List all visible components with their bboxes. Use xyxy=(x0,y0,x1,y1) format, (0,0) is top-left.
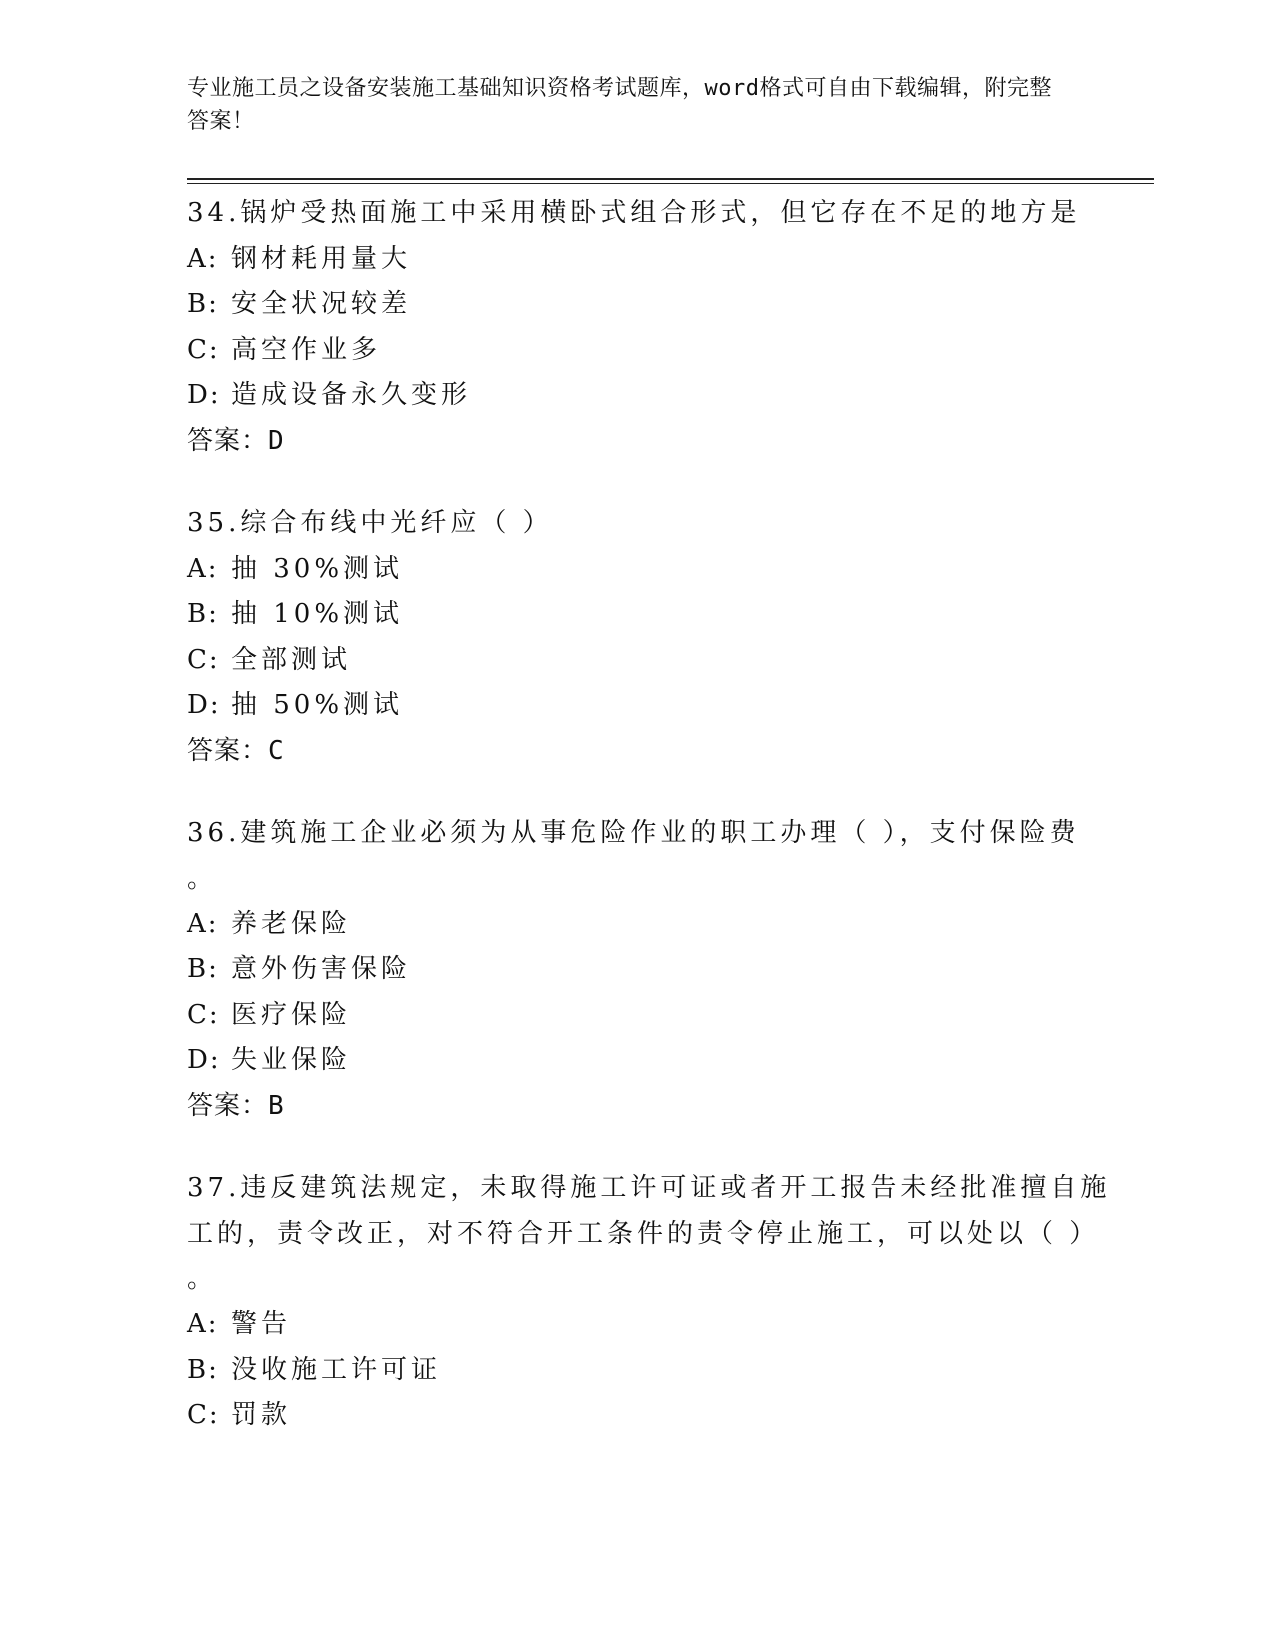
question-block xyxy=(187,1166,1111,1439)
question-stem-line: 。 xyxy=(187,863,218,894)
option-text: 罚款 xyxy=(231,1400,292,1430)
option-letter: C: xyxy=(187,334,220,365)
option-row xyxy=(187,638,1087,684)
option-text: 没收施工许可证 xyxy=(231,1354,442,1385)
option-row xyxy=(187,1348,1087,1394)
answer-line xyxy=(187,419,1087,465)
option-letter: A: xyxy=(187,908,219,939)
option-row xyxy=(187,993,1087,1039)
option-letter: B: xyxy=(187,1354,219,1385)
option-letter: A: xyxy=(187,553,219,584)
question-stem-line: 35.综合布线中光纤应（ ） xyxy=(187,508,553,538)
option-text: 安全状况较差 xyxy=(231,289,412,319)
option-text: 警告 xyxy=(231,1309,292,1339)
option-letter: B: xyxy=(187,289,219,319)
option-letter: B: xyxy=(187,954,219,984)
option-text: 抽 30%测试 xyxy=(231,553,404,584)
option-row xyxy=(187,902,1087,948)
answer-value: B xyxy=(268,1090,285,1121)
option-letter: B: xyxy=(187,599,219,629)
option-row xyxy=(187,547,1087,593)
option-letter: A: xyxy=(187,1309,219,1339)
option-row xyxy=(187,683,1087,729)
option-text: 全部测试 xyxy=(231,644,352,675)
option-letter: C: xyxy=(187,999,220,1030)
question-stem-line: 工的，责令改正，对不符合开工条件的责令停止施工，可以处以（ ） xyxy=(187,1218,1100,1249)
answer-line xyxy=(187,1084,1087,1130)
header-divider-thick xyxy=(187,178,1154,180)
option-text: 意外伤害保险 xyxy=(231,954,412,984)
document-header: 专业施工员之设备安装施工基础知识资格考试题库，word格式可自由下载编辑，附完整答案！ xyxy=(187,76,1052,134)
option-row xyxy=(187,1038,1087,1084)
answer-line xyxy=(187,729,1087,775)
question-stem-line: 37.违反建筑法规定，未取得施工许可证或者开工报告未经批准擅自施 xyxy=(187,1173,1111,1203)
question-stem-line: 36.建筑施工企业必须为从事危险作业的职工办理（ ），支付保险费 xyxy=(187,818,1080,848)
option-row xyxy=(187,1302,1087,1348)
answer-label: 答案： xyxy=(187,1090,269,1121)
option-letter: D: xyxy=(187,1045,221,1075)
option-letter: A: xyxy=(187,243,219,274)
question-stem-line: 。 xyxy=(187,1264,218,1294)
option-letter: D: xyxy=(187,690,221,720)
option-text: 失业保险 xyxy=(231,1045,352,1075)
option-row xyxy=(187,237,1087,283)
header-divider-thin xyxy=(187,183,1154,184)
option-row xyxy=(187,328,1087,374)
answer-label: 答案： xyxy=(187,735,269,766)
question-block xyxy=(187,811,1087,1129)
option-letter: C: xyxy=(187,1400,220,1430)
question-block xyxy=(187,501,1087,774)
option-row xyxy=(187,282,1087,328)
option-text: 高空作业多 xyxy=(231,334,382,365)
option-letter: C: xyxy=(187,644,220,675)
answer-label: 答案： xyxy=(187,425,269,456)
option-row xyxy=(187,1393,1087,1439)
option-row xyxy=(187,373,1087,419)
option-text: 医疗保险 xyxy=(231,999,352,1030)
question-stem-line: 34.锅炉受热面施工中采用横卧式组合形式，但它存在不足的地方是 xyxy=(187,198,1081,228)
option-text: 抽 10%测试 xyxy=(231,599,404,629)
answer-value: C xyxy=(268,735,285,766)
question-block xyxy=(187,191,1087,464)
question-list xyxy=(187,191,1111,1476)
option-row xyxy=(187,592,1087,638)
option-letter: D: xyxy=(187,380,221,410)
option-text: 造成设备永久变形 xyxy=(231,380,472,410)
option-text: 抽 50%测试 xyxy=(231,690,404,720)
option-text: 钢材耗用量大 xyxy=(231,243,412,274)
option-row xyxy=(187,947,1087,993)
option-text: 养老保险 xyxy=(231,908,352,939)
answer-value: D xyxy=(268,425,285,456)
